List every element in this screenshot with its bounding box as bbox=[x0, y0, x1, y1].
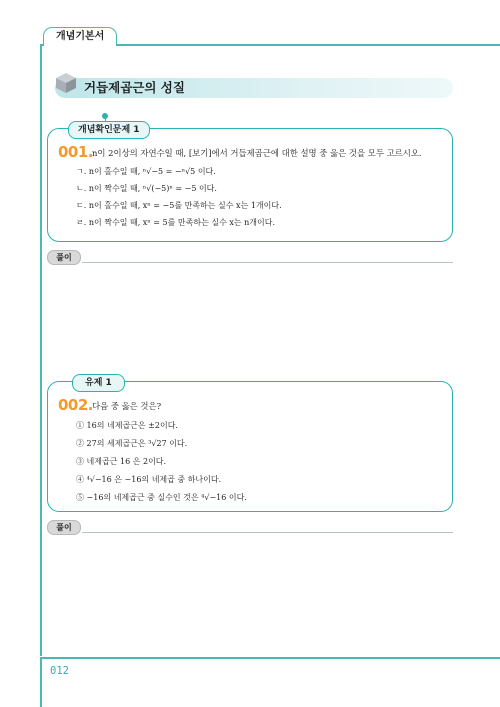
page-frame-left bbox=[40, 44, 42, 656]
choice-item: ㄴ. n이 짝수일 때, ⁿ√(−5)ⁿ = −5 이다. bbox=[76, 184, 217, 193]
choice-item: ① 16의 네제곱근은 ±2이다. bbox=[76, 421, 178, 430]
problem-label-2: 유제 1 bbox=[72, 374, 125, 392]
problem-number-2: 002. bbox=[58, 396, 94, 414]
solution-label-1: 풀이 bbox=[47, 250, 81, 265]
footer-rule bbox=[40, 657, 500, 659]
book-tab: 개념기본서 bbox=[43, 27, 117, 46]
page-number: 012 bbox=[50, 665, 69, 677]
solution-label-2: 풀이 bbox=[47, 520, 81, 535]
problem-question-1: n이 2이상의 자연수일 때, [보기]에서 거듭제곱근에 대한 설명 중 옳은 것을 모두 고르시오. bbox=[92, 148, 422, 158]
choice-item: ㄱ. n이 홀수일 때, ⁿ√−5 = −ⁿ√5 이다. bbox=[76, 167, 216, 176]
choice-item: ㄷ. n이 홀수일 때, xⁿ = −5를 만족하는 실수 x는 1개이다. bbox=[76, 201, 282, 210]
solution-rule-1 bbox=[82, 262, 453, 263]
problem-number-1: 001. bbox=[58, 143, 94, 161]
cube-icon bbox=[55, 72, 77, 94]
section-title: 거듭제곱근의 성질 bbox=[84, 80, 185, 95]
choice-item: ㄹ. n이 짝수일 때, xⁿ = 5를 만족하는 실수 x는 n개이다. bbox=[76, 218, 276, 227]
choice-item: ③ 네제곱근 16 은 2이다. bbox=[76, 457, 167, 466]
footer-left-rule bbox=[40, 657, 42, 707]
choice-item: ④ ⁴√−16 은 −16의 네제곱 중 하나이다. bbox=[76, 475, 222, 484]
solution-rule-2 bbox=[82, 532, 453, 533]
problem-question-2: 다음 중 옳은 것은? bbox=[92, 401, 162, 411]
choice-item: ⑤ −16의 네제곱근 중 실수인 것은 ⁴√−16 이다. bbox=[76, 493, 247, 502]
choice-item: ② 27의 세제곱근은 ³√27 이다. bbox=[76, 439, 188, 448]
problem-label-1: 개념확인문제 1 bbox=[68, 121, 150, 139]
